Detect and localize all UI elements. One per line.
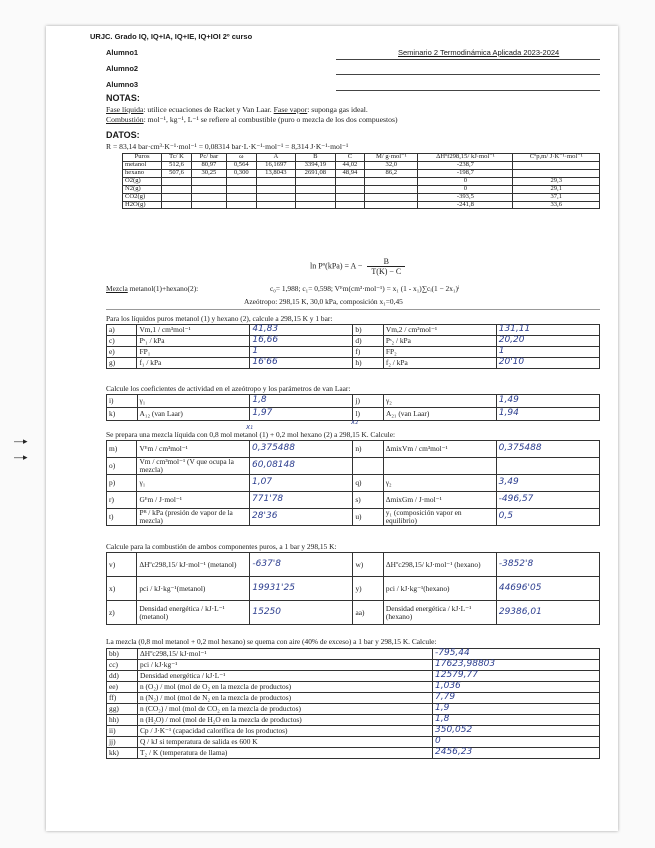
answer-field[interactable]: 20'10 (496, 358, 599, 369)
question-text: n (N₂) / mol (mol de N₂ en la mezcla de productos) (138, 693, 433, 704)
question-text: n (H₂O) / mol (mol de H₂O en la mezcla de productos) (138, 715, 433, 726)
datos-title: DATOS: (106, 130, 140, 140)
notas-line-2 (106, 115, 398, 124)
question-label: cc) (107, 660, 138, 671)
compound-name: H2O(g) (123, 201, 162, 209)
handwritten-x2: x₂ (351, 418, 358, 426)
question-label: z) (107, 601, 137, 625)
question-text: A₂₁ (van Laar) (383, 408, 496, 421)
alumno2-line[interactable] (336, 74, 600, 75)
question-text: f₂ / kPa (383, 358, 496, 369)
sec2-prompt: Calcule los coeficientes de actividad en el azeótropo y los parámetros de van Laar: (106, 384, 351, 393)
datos-cell: -241,8 (418, 201, 513, 209)
datos-cell: -393,5 (418, 193, 513, 201)
answer-field[interactable]: 17623,98803 (433, 660, 600, 671)
notas-line-1 (106, 105, 368, 114)
question-text: pci / kJ·kg⁻¹ (138, 660, 433, 671)
answer-field[interactable]: 20,20 (496, 336, 599, 347)
question-text: Vm / cm³mol⁻¹ (V que ocupa la mezcla) (137, 458, 250, 475)
question-text: FP₂ (383, 347, 496, 358)
answer-field[interactable]: 1 (496, 347, 599, 358)
question-row (107, 336, 600, 347)
question-row (107, 492, 600, 509)
question-label: w) (353, 553, 383, 577)
compound-name: O2(g) (123, 177, 162, 185)
datos-col-header: A (256, 154, 296, 162)
datos-cell: 29,3 (513, 177, 600, 185)
datos-cell (162, 201, 192, 209)
question-label: o) (107, 458, 137, 475)
compound-name: CO2(g) (123, 193, 162, 201)
answer-field[interactable]: 0,375488 (250, 441, 353, 458)
answer-field[interactable]: 12579,77 (433, 671, 600, 682)
datos-cell: 3394,19 (296, 161, 336, 169)
question-label: s) (353, 492, 383, 509)
alumno1-line[interactable] (336, 59, 600, 60)
datos-cell: 86,2 (365, 169, 418, 177)
question-label: ff) (107, 693, 138, 704)
question-row (107, 737, 600, 748)
answer-field[interactable]: 2456,23 (433, 748, 600, 759)
margin-arrow-o: —▸ (14, 452, 28, 462)
datos-cell (365, 185, 418, 193)
question-label: t) (107, 509, 137, 526)
datos-cell (513, 161, 600, 169)
answer-field[interactable]: 1,036 (433, 682, 600, 693)
question-label: l) (353, 408, 384, 421)
datos-cell (162, 193, 192, 201)
datos-cell (335, 177, 365, 185)
answer-field[interactable]: 16,66 (250, 336, 353, 347)
datos-cell (191, 185, 226, 193)
sec3-prompt: Se prepara una mezcla líquida con 0,8 mol metanol (1) + 0,2 mol hexano (2) a 298,15 K. Calcule: (106, 430, 396, 439)
datos-cell: 37,1 (513, 193, 600, 201)
question-text: Pᴮ / kPa (presión de vapor de la mezcla) (137, 509, 250, 526)
handwritten-x1: x₁ (246, 423, 253, 431)
question-row (107, 748, 600, 759)
question-text: pci / kJ·kg⁻¹(metanol) (137, 577, 250, 601)
datos-cell (296, 177, 336, 185)
answer-field[interactable]: 1,8 (250, 395, 353, 408)
answer-field[interactable]: -637'8 (250, 553, 353, 577)
question-row (107, 325, 600, 336)
datos-cell (162, 177, 192, 185)
fase-liquida-label: Fase líquida (106, 105, 144, 114)
datos-row (123, 177, 600, 185)
sec5-prompt: La mezcla (0,8 mol metanol + 0,2 mol hexano) se quema con aire (40% de exceso) a 1 bar y 298,15 K. Calcule: (106, 637, 437, 646)
datos-row (123, 169, 600, 177)
question-text: γ₂ (383, 395, 496, 408)
datos-cell: -198,7 (418, 169, 513, 177)
datos-cell (226, 177, 256, 185)
answer-field[interactable]: 19931'25 (250, 577, 353, 601)
datos-cell: -238,7 (418, 161, 513, 169)
datos-col-header: C (335, 154, 365, 162)
answer-field[interactable]: 1,97 (250, 408, 353, 421)
answer-field[interactable]: 28'36 (250, 509, 353, 526)
question-row (107, 601, 600, 625)
mezcla-components: metanol(1)+hexano(2): (127, 284, 199, 293)
answer-field[interactable]: 0,5 (496, 509, 599, 526)
question-label: bb) (107, 649, 138, 660)
question-row (107, 671, 600, 682)
worksheet-page (46, 26, 618, 831)
question-text: n (O₂) / mol (mol de O₂ en la mezcla de productos) (138, 682, 433, 693)
question-label: k) (107, 408, 138, 421)
answer-field[interactable]: 3,49 (496, 475, 599, 492)
question-label: a) (107, 325, 137, 336)
question-label: d) (353, 336, 383, 347)
datos-cell (162, 185, 192, 193)
alumno3-line[interactable] (336, 90, 600, 91)
answer-field[interactable]: 350,052 (433, 726, 600, 737)
separator (106, 309, 600, 310)
question-text: Pˢ₁ / kPa (137, 336, 250, 347)
answer-field[interactable]: 16'66 (250, 358, 353, 369)
question-text: Vᴱm / cm³mol⁻¹ (137, 441, 250, 458)
datos-table (122, 153, 600, 209)
question-label: f) (353, 347, 383, 358)
question-row (107, 395, 600, 408)
datos-cell (335, 185, 365, 193)
question-row (107, 704, 600, 715)
question-text: n (CO₂) / mol (mol de CO₂ en la mezcla de productos) (138, 704, 433, 715)
datos-cell: 0 (418, 177, 513, 185)
question-text: Densidad energética / kJ·L⁻¹ (metanol) (137, 601, 250, 625)
question-label: b) (353, 325, 383, 336)
question-label: x) (107, 577, 137, 601)
question-row (107, 715, 600, 726)
datos-cell (226, 185, 256, 193)
answer-field[interactable]: 1 (250, 347, 353, 358)
question-text: y₁ (composición vapor en equilibrio) (383, 509, 496, 526)
datos-cell (226, 193, 256, 201)
fase-liquida-text: : utilice ecuaciones de Racket y Van Laar. (143, 105, 274, 114)
datos-cell: 507,6 (162, 169, 192, 177)
answer-field[interactable]: 60,08148 (250, 458, 353, 475)
question-row (107, 726, 600, 737)
datos-row (123, 193, 600, 201)
answer-field[interactable]: 131,11 (496, 325, 599, 336)
fase-vapor-text: : suponga gas ideal. (307, 105, 368, 114)
question-label: hh) (107, 715, 138, 726)
question-label: e) (107, 347, 137, 358)
datos-cell: 48,94 (335, 169, 365, 177)
alumno3-label: Alumno3 (106, 80, 139, 89)
question-row (107, 693, 600, 704)
question-row (107, 649, 600, 660)
question-row (107, 682, 600, 693)
question-row (107, 441, 600, 458)
question-text: ΔHºc298,15/ kJ·mol⁻¹ (metanol) (137, 553, 250, 577)
compound-name: metanol (123, 161, 162, 169)
question-text: pci / kJ·kg⁻¹(hexano) (383, 577, 496, 601)
datos-col-header: B (296, 154, 336, 162)
sec1-prompt: Para los líquidos puros metanol (1) y hexano (2), calcule a 298,15 K y 1 bar: (106, 314, 333, 323)
datos-cell (365, 201, 418, 209)
datos-cell (191, 201, 226, 209)
answer-field[interactable]: 1,94 (496, 408, 599, 421)
datos-cell: 16,1697 (256, 161, 296, 169)
answer-field[interactable]: 15250 (250, 601, 353, 625)
sec3-table (106, 440, 600, 526)
compound-name: hexano (123, 169, 162, 177)
question-text: ΔHºc298,15/ kJ·mol⁻¹ (hexano) (383, 553, 496, 577)
datos-row (123, 185, 600, 193)
azeotrope-data: Azeótropo: 298,15 K, 30,0 kPa, composición x₁=0,45 (244, 297, 403, 306)
datos-cell (335, 193, 365, 201)
question-label: n) (353, 441, 383, 458)
question-label: ii) (107, 726, 138, 737)
datos-cell (256, 177, 296, 185)
antoine-equation (310, 257, 405, 276)
question-label: dd) (107, 671, 138, 682)
seminar-title: Seminario 2 Termodinámica Aplicada 2023-2024 (398, 48, 560, 57)
datos-cell (365, 193, 418, 201)
question-text: Densidad energética / kJ·L⁻¹ (138, 671, 433, 682)
datos-cell: 30,25 (191, 169, 226, 177)
datos-cell (365, 177, 418, 185)
question-label: ee) (107, 682, 138, 693)
question-label: h) (353, 358, 383, 369)
answer-field[interactable]: -496,57 (496, 492, 599, 509)
answer-field[interactable]: -795,44 (433, 649, 600, 660)
question-label: i) (107, 395, 138, 408)
combustion-label: Combustión (106, 115, 144, 124)
gas-constant: R = 83,14 bar·cm³·K⁻¹·mol⁻¹ = 0,08314 bar·L·K⁻¹·mol⁻¹ = 8,314 J·K⁻¹·mol⁻¹ (106, 142, 349, 151)
question-label: v) (107, 553, 137, 577)
datos-cell (226, 201, 256, 209)
datos-table-header (123, 154, 600, 162)
question-label: q) (353, 475, 383, 492)
margin-arrow-m: —▸ (14, 436, 28, 446)
datos-col-header: ω (226, 154, 256, 162)
datos-cell (335, 201, 365, 209)
antoine-numerator: B (367, 257, 405, 267)
institution-line: URJC. Grado IQ, IQ+IA, IQ+IE, IQ+IOI 2º curso (90, 32, 253, 41)
question-row (107, 660, 600, 671)
question-text: Q / kJ si temperatura de salida es 600 K (138, 737, 433, 748)
question-label: m) (107, 441, 137, 458)
question-label: c) (107, 336, 137, 347)
question-label: j) (353, 395, 384, 408)
datos-cell: 44,02 (335, 161, 365, 169)
question-text: Cp / J·K⁻¹ (capacidad calorífica de los productos) (138, 726, 433, 737)
excess-volume-equation: c₀= 1,988; c₁= 0,598; Vᴱm(cm³·mol⁻¹) = x₁ (1 - x₁)∑cᵢ(1 − 2x₁)ⁱ (270, 284, 460, 293)
datos-cell: 512,6 (162, 161, 192, 169)
answer-field[interactable]: 41,83 (250, 325, 353, 336)
datos-col-header: ΔHºf298,15/ kJ·mol⁻¹ (418, 154, 513, 162)
answer-field[interactable]: 771'78 (250, 492, 353, 509)
datos-row (123, 161, 600, 169)
datos-cell (296, 201, 336, 209)
question-text: Densidad energética / kJ·L⁻¹ (hexano) (383, 601, 496, 625)
question-row (107, 458, 600, 475)
datos-cell: 2691,08 (296, 169, 336, 177)
answer-field[interactable] (496, 458, 599, 475)
question-text: Vm,1 / cm³mol⁻¹ (137, 325, 250, 336)
question-row (107, 553, 600, 577)
answer-field[interactable]: 1,49 (496, 395, 599, 408)
datos-col-header: Puros (123, 154, 162, 162)
alumno2-label: Alumno2 (106, 64, 139, 73)
datos-cell: 32,0 (365, 161, 418, 169)
question-row (107, 509, 600, 526)
datos-cell (191, 177, 226, 185)
question-row (107, 577, 600, 601)
datos-cell (256, 185, 296, 193)
question-row (107, 475, 600, 492)
question-text: γ₂ (383, 475, 496, 492)
answer-field[interactable]: -3852'8 (496, 553, 599, 577)
question-label: jj) (107, 737, 138, 748)
sec2-table (106, 394, 600, 421)
answer-field[interactable]: 1,8 (433, 715, 600, 726)
question-label: aa) (353, 601, 383, 625)
question-label: p) (107, 475, 137, 492)
datos-cell: 29,1 (513, 185, 600, 193)
question-row (107, 358, 600, 369)
sec1-table (106, 324, 600, 369)
datos-col-header: Pc/ bar (191, 154, 226, 162)
datos-col-header: Tc/ K (162, 154, 192, 162)
mezcla-label: Mezcla (106, 284, 128, 293)
question-row (107, 347, 600, 358)
question-text: FP₁ (137, 347, 250, 358)
question-text (383, 458, 496, 475)
sec4-table (106, 552, 600, 625)
sec4-prompt: Calcule para la combustión de ambos componentes puros, a 1 bar y 298,15 K: (106, 542, 337, 551)
datos-cell (296, 193, 336, 201)
mezcla-line (106, 284, 198, 293)
question-text: T₂ / K (temperatura de llama) (138, 748, 433, 759)
alumno1-label: Alumno1 (106, 48, 139, 57)
compound-name: N2(g) (123, 185, 162, 193)
combustion-text: : mol⁻¹, kg⁻¹, L⁻¹ se refiere al combustible (puro o mezcla de los dos compuestos) (143, 115, 398, 124)
sec5-table (106, 648, 600, 759)
answer-field[interactable]: 1,07 (250, 475, 353, 492)
question-label: gg) (107, 704, 138, 715)
question-label: g) (107, 358, 137, 369)
datos-cell: 33,6 (513, 201, 600, 209)
datos-row (123, 201, 600, 209)
datos-table-body (123, 161, 600, 209)
antoine-denominator: T(K) − C (371, 267, 402, 276)
question-text: ΔmixGm / J·mol⁻¹ (383, 492, 496, 509)
question-text: γ₁ (137, 395, 250, 408)
datos-cell: 0,564 (226, 161, 256, 169)
answer-field[interactable]: 7,79 (433, 693, 600, 704)
question-text: γ₁ (137, 475, 250, 492)
question-text: ΔHºc298,15/ kJ·mol⁻¹ (138, 649, 433, 660)
question-text: A₁₂ (van Laar) (137, 408, 250, 421)
question-label: u) (353, 509, 383, 526)
answer-field[interactable]: 0 (433, 737, 600, 748)
datos-col-header: Cºp,m/ J·K⁻¹·mol⁻¹ (513, 154, 600, 162)
antoine-lhs: ln Pº(kPa) = A − (310, 261, 363, 271)
datos-col-header: M/ g·mol⁻¹ (365, 154, 418, 162)
datos-cell (256, 193, 296, 201)
question-label: kk) (107, 748, 138, 759)
question-text: Gᴱm / J·mol⁻¹ (137, 492, 250, 509)
question-text: f₁ / kPa (137, 358, 250, 369)
answer-field[interactable]: 0,375488 (496, 441, 599, 458)
fase-vapor-label: Fase vapor (273, 105, 308, 114)
datos-cell: 0 (418, 185, 513, 193)
question-text: Vm,2 / cm³mol⁻¹ (383, 325, 496, 336)
datos-cell: 13,8043 (256, 169, 296, 177)
notas-title: NOTAS: (106, 93, 140, 103)
datos-cell (296, 185, 336, 193)
answer-field[interactable]: 44696'05 (496, 577, 599, 601)
answer-field[interactable]: 29386,01 (496, 601, 599, 625)
question-text: Pˢ₂ / kPa (383, 336, 496, 347)
datos-cell (191, 193, 226, 201)
datos-cell (256, 201, 296, 209)
question-text: ΔmixVm / cm³mol⁻¹ (383, 441, 496, 458)
answer-field[interactable]: 1,9 (433, 704, 600, 715)
question-label: r) (107, 492, 137, 509)
datos-cell: 0,300 (226, 169, 256, 177)
datos-cell: 80,97 (191, 161, 226, 169)
question-label (353, 458, 383, 475)
question-label: y) (353, 577, 383, 601)
